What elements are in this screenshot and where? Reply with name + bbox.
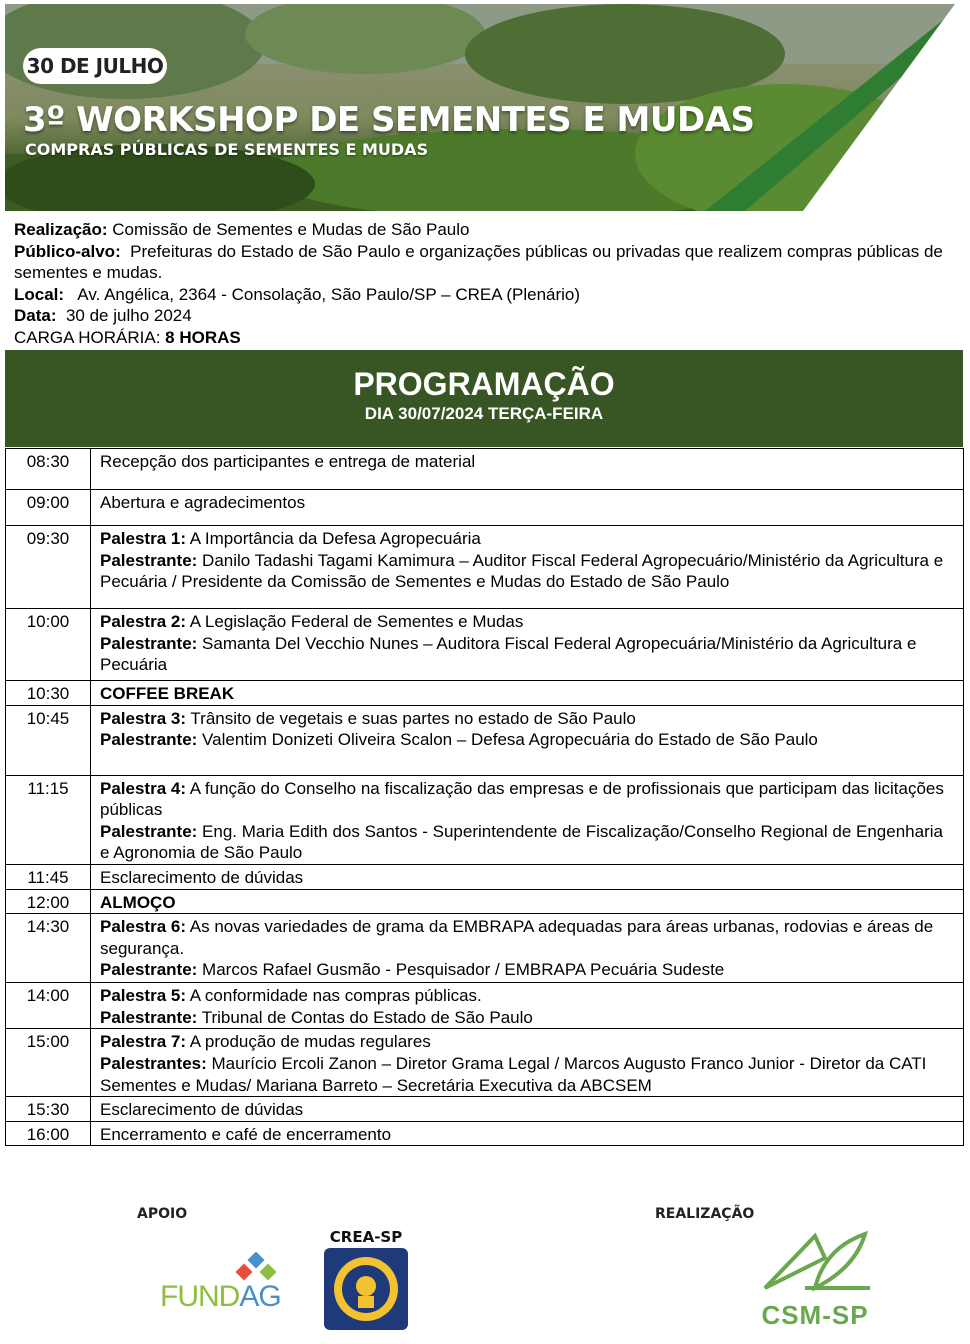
row-text: Palestra 7: A produção de mudas regulares Palestrantes: Maurício Ercoli Zanon – Diretor Grama Legal / Marcos Augusto Franco Junior - Diretor da CATI Sementes e Mudas/ Mariana Barreto – Secretária Executiva da ABCSEM xyxy=(91,1029,964,1097)
table-row xyxy=(6,1029,964,1097)
table-row xyxy=(6,681,964,706)
table-row xyxy=(6,609,964,681)
crea-sp-logo xyxy=(322,1228,410,1334)
row-time: 14:30 xyxy=(6,914,91,983)
csm-wordmark: CSM-SP xyxy=(761,1300,869,1330)
row-time: 16:00 xyxy=(6,1121,91,1146)
apoio-label: APOIO xyxy=(137,1206,188,1222)
programacao-title: PROGRAMAÇÃO xyxy=(353,366,615,402)
table-row xyxy=(6,490,964,526)
row-time: 10:00 xyxy=(6,609,91,681)
fundag-wordmark: FUNDAG xyxy=(160,1280,281,1313)
csm-sp-logo xyxy=(745,1228,885,1334)
crea-seal-icon xyxy=(322,1246,410,1332)
row-time: 11:45 xyxy=(6,864,91,889)
row-text: Esclarecimento de dúvidas xyxy=(91,864,964,889)
fundag-logo xyxy=(158,1252,283,1324)
row-time: 12:00 xyxy=(6,889,91,914)
row-time: 08:30 xyxy=(6,449,91,490)
row-text: Palestra 3: Trânsito de vegetais e suas partes no estado de São Paulo Palestrante: Valentim Donizeti Oliveira Scalon – Defesa Agropecuária do Estado de São Paulo xyxy=(91,705,964,775)
row-text: Palestra 2: A Legislação Federal de Sementes e Mudas Palestrante: Samanta Del Vecchio Nunes – Auditora Fiscal Federal Agropecuária/Ministério da Agricultura e Pecuária xyxy=(91,609,964,681)
event-banner xyxy=(5,4,963,211)
row-text: Esclarecimento de dúvidas xyxy=(91,1097,964,1122)
event-info xyxy=(14,219,954,349)
row-text: Abertura e agradecimentos xyxy=(91,490,964,526)
info-realizacao: Realização: Comissão de Sementes e Mudas de São Paulo xyxy=(14,220,470,239)
table-row xyxy=(6,914,964,983)
info-data: Data: 30 de julho 2024 xyxy=(14,306,192,326)
info-publico: Público-alvo: Prefeituras do Estado de São Paulo e organizações públicas ou privadas que realizem compras públicas de sementes e mudas. xyxy=(14,241,948,283)
table-row xyxy=(6,449,964,490)
row-text: Palestra 1: A Importância da Defesa Agropecuária Palestrante: Danilo Tadashi Tagami Kamimura – Auditor Fiscal Federal Agropecuário/Ministério da Agricultura e Pecuária / Presidente da Comissão de Sementes e Mudas do Estado de São Paulo xyxy=(91,526,964,609)
row-text: Recepção dos participantes e entrega de material xyxy=(91,449,964,490)
info-local: Local: Av. Angélica, 2364 - Consolação, São Paulo/SP – CREA (Plenário) xyxy=(14,284,581,304)
table-row xyxy=(6,1097,964,1122)
realizacao-label: REALIZAÇÃO xyxy=(655,1206,755,1222)
csm-leaf-icon xyxy=(745,1228,885,1300)
banner-date: 30 DE JULHO xyxy=(23,48,167,84)
row-time: 10:45 xyxy=(6,705,91,775)
row-time: 10:30 xyxy=(6,681,91,706)
table-row xyxy=(6,889,964,914)
schedule-table xyxy=(5,448,964,1146)
row-time: 14:00 xyxy=(6,983,91,1029)
table-row xyxy=(6,705,964,775)
row-text: Palestra 5: A conformidade nas compras públicas. Palestrante: Tribunal de Contas do Estado de São Paulo xyxy=(91,983,964,1029)
info-carga: CARGA HORÁRIA: 8 HORAS xyxy=(14,327,241,347)
programacao-date: DIA 30/07/2024 TERÇA-FEIRA xyxy=(364,404,604,423)
row-text: Palestra 4: A função do Conselho na fiscalização das empresas e de profissionais que participam das licitações públicas Palestrante: Eng. Maria Edith dos Santos - Superintendente de Fiscalização/Conselho Regional de Engenharia e Agronomia de São Paulo xyxy=(91,775,964,864)
table-row xyxy=(6,1121,964,1146)
banner-subtitle: COMPRAS PÚBLICAS DE SEMENTES E MUDAS xyxy=(25,140,429,159)
row-time: 11:15 xyxy=(6,775,91,864)
row-time: 09:00 xyxy=(6,490,91,526)
banner-title: 3º WORKSHOP DE SEMENTES E MUDAS xyxy=(23,100,755,140)
row-text: ALMOÇO xyxy=(91,889,964,914)
table-row xyxy=(6,526,964,609)
row-time: 09:30 xyxy=(6,526,91,609)
row-text: COFFEE BREAK xyxy=(91,681,964,706)
fundag-mark-icon xyxy=(158,1252,283,1282)
row-text: Encerramento e café de encerramento xyxy=(91,1121,964,1146)
crea-label: CREA-SP xyxy=(329,1228,403,1246)
table-row xyxy=(6,775,964,864)
table-row xyxy=(6,983,964,1029)
row-time: 15:00 xyxy=(6,1029,91,1097)
table-row xyxy=(6,864,964,889)
row-time: 15:30 xyxy=(6,1097,91,1122)
programacao-header xyxy=(5,350,963,447)
row-text: Palestra 6: As novas variedades de grama da EMBRAPA adequadas para áreas urbanas, rodovias e áreas de segurança. Palestrante: Marcos Rafael Gusmão - Pesquisador / EMBRAPA Pecuária Sudeste xyxy=(91,914,964,983)
